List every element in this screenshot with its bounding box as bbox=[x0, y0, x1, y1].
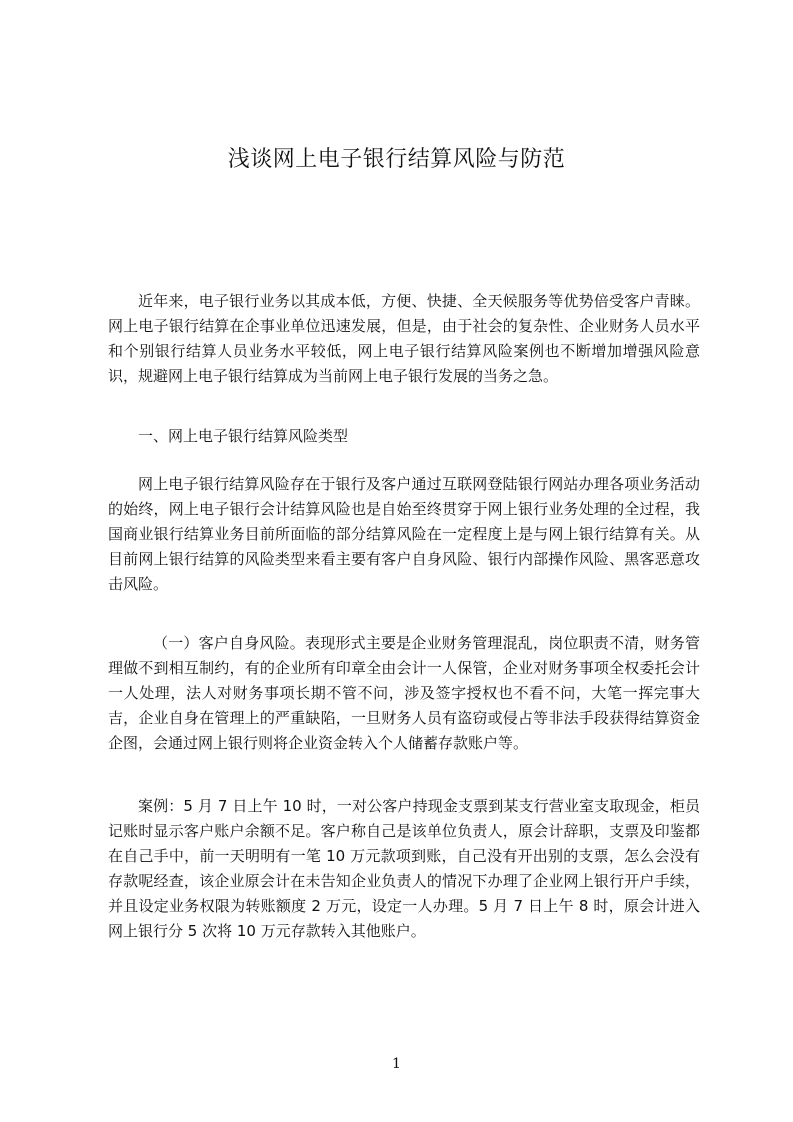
intro-paragraph: 近年来，电子银行业务以其成本低，方便、快捷、全天候服务等优势倍受客户青睐。网上电子银行结算在企事业单位迅速发展，但是，由于社会的复杂性、企业财务人员水平和个别银行结算人员业务水平较低，网上电子银行结算风险案例也不断增加增强风险意识，规避网上电子银行结算成为当前网上电子银行发展的当务之急。 bbox=[108, 292, 700, 385]
case-paragraph: 案例：5 月 7 日上午 10 时，一对公客户持现金支票到某支行营业室支取现金，柜员记账时显示客户账户余额不足。客户称自己是该单位负责人，原会计辞职，支票及印鉴都在自己手中，前一天明明有一笔 10 万元款项到账，自己没有开出别的支票，怎么会没有存款呢经查，该企业原会计在未告知企业负责人的情况下办理了企业网上银行开户手续，并且设定业务权限为转账额度 2 万元，设定一人办理。5 月 7 日上午 8 时，原会计进入网上银行分 5 次将 10 万元存款转入其他账户。 bbox=[108, 797, 700, 940]
risk-types-paragraph: 网上电子银行结算风险存在于银行及客户通过互联网登陆银行网站办理各项业务活动的始终，网上电子银行会计结算风险也是自始至终贯穿于网上银行业务处理的全过程，我国商业银行结算业务目前所面临的部分结算风险在一定程度上是与网上银行结算有关。从目前网上银行结算的风险类型来看主要有客户自身风险、银行内部操作风险、黑客恶意攻击风险。 bbox=[108, 475, 700, 593]
page-number: 1 bbox=[392, 1056, 401, 1072]
section-heading-risk-types: 一、网上电子银行结算风险类型 bbox=[138, 427, 349, 445]
customer-risk-paragraph: （一）客户自身风险。表现形式主要是企业财务管理混乱，岗位职责不清，财务管理做不到相互制约，有的企业所有印章全由会计一人保管，企业对财务事项全权委托会计一人处理，法人对财务事项长期不管不问，涉及签字授权也不看不问，大笔一挥完事大吉，企业自身在管理上的严重缺陷，一旦财务人员有盗窃或侵占等非法手段获得结算资金企图，会通过网上银行则将企业资金转入个人储蓄存款账户等。 bbox=[108, 634, 700, 752]
document-title: 浅谈网上电子银行结算风险与防范 bbox=[227, 147, 566, 172]
